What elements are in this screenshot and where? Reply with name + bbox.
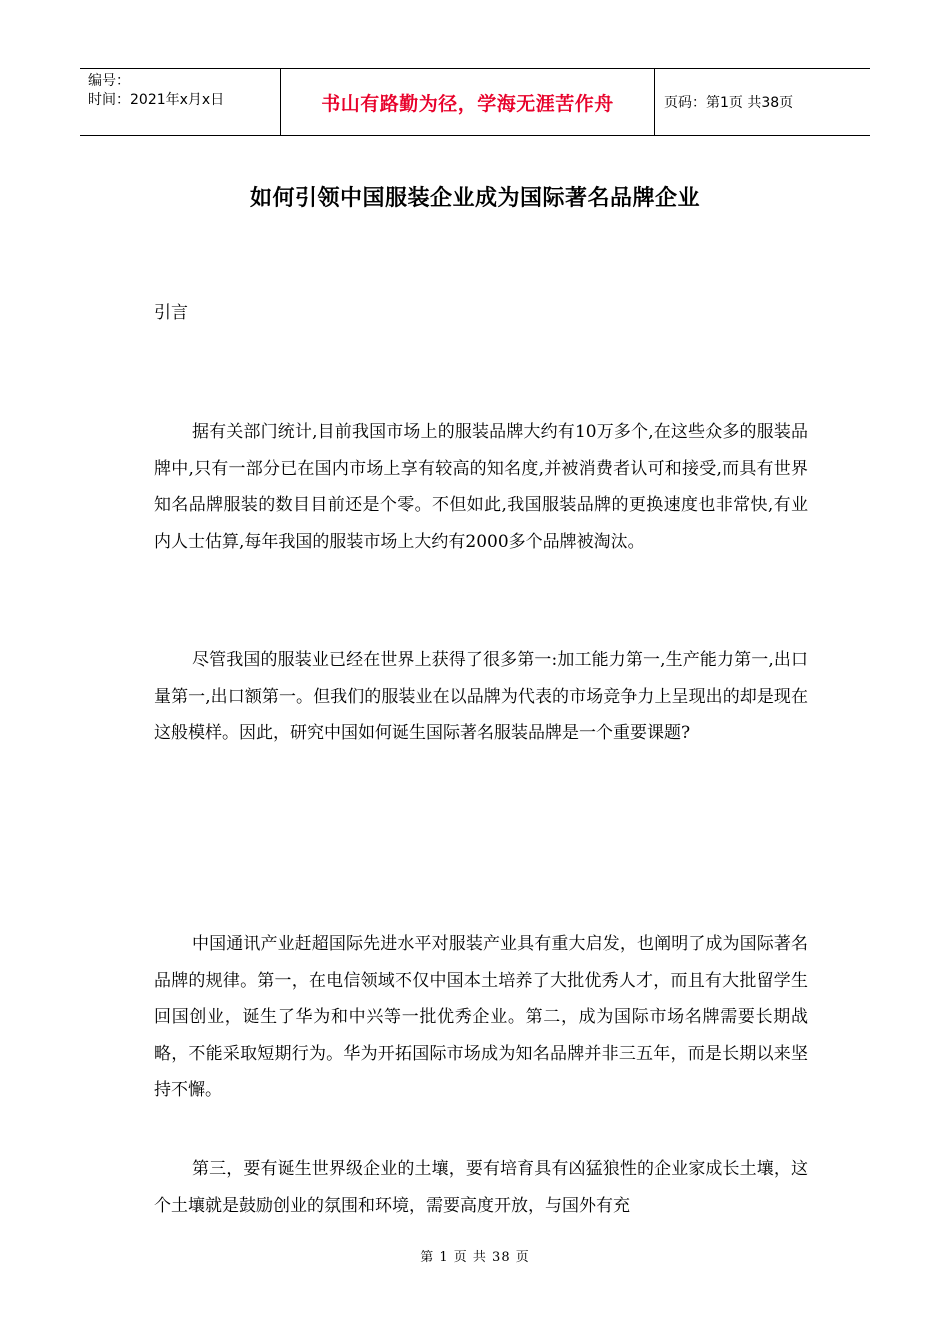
body-paragraph: 尽管我国的服装业已经在世界上获得了很多第一:加工能力第一,生产能力第一,出口量第一,出口额第一。但我们的服装业在以品牌为代表的市场竞争力上呈现出的却是现在这般模样。因此，研究中国如何诞生国际著名服装品牌是一个重要课题? [154,650,808,743]
header-page-info: 页码：第1页 共38页 [664,95,794,111]
header-motto: 书山有路勤为径，学海无涯苦作舟 [281,69,655,135]
page-footer: 第 1 页 共 38 页 [420,1250,530,1265]
document-number-label: 编号： [88,73,130,89]
document-date: 时间：2021年x月x日 [88,92,225,108]
header-meta-cell [80,69,281,135]
intro-heading: 引言 [154,303,188,323]
document-title: 如何引领中国服装企业成为国际著名品牌企业 [249,186,700,211]
body-paragraph: 第三，要有诞生世界级企业的土壤，要有培育具有凶猛狼性的企业家成长土壤，这个土壤就是鼓励创业的氛围和环境，需要高度开放，与国外有充 [154,1159,808,1216]
body-paragraph: 据有关部门统计,目前我国市场上的服装品牌大约有10万多个,在这些众多的服装品牌中,只有一部分已在国内市场上享有较高的知名度,并被消费者认可和接受,而具有世界知名品牌服装的数目目前还是个零。不但如此,我国服装品牌的更换速度也非常快,有业内人士估算,每年我国的服装市场上大约有2000多个品牌被淘汰。 [154,422,808,552]
page-header [80,68,870,136]
body-paragraph: 中国通讯产业赶超国际先进水平对服装产业具有重大启发，也阐明了成为国际著名品牌的规律。第一，在电信领域不仅中国本土培养了大批优秀人才，而且有大批留学生回国创业，诞生了华为和中兴等一批优秀企业。第二，成为国际市场名牌需要长期战略，不能采取短期行为。华为开拓国际市场成为知名品牌并非三五年，而是长期以来坚持不懈。 [154,934,808,1100]
